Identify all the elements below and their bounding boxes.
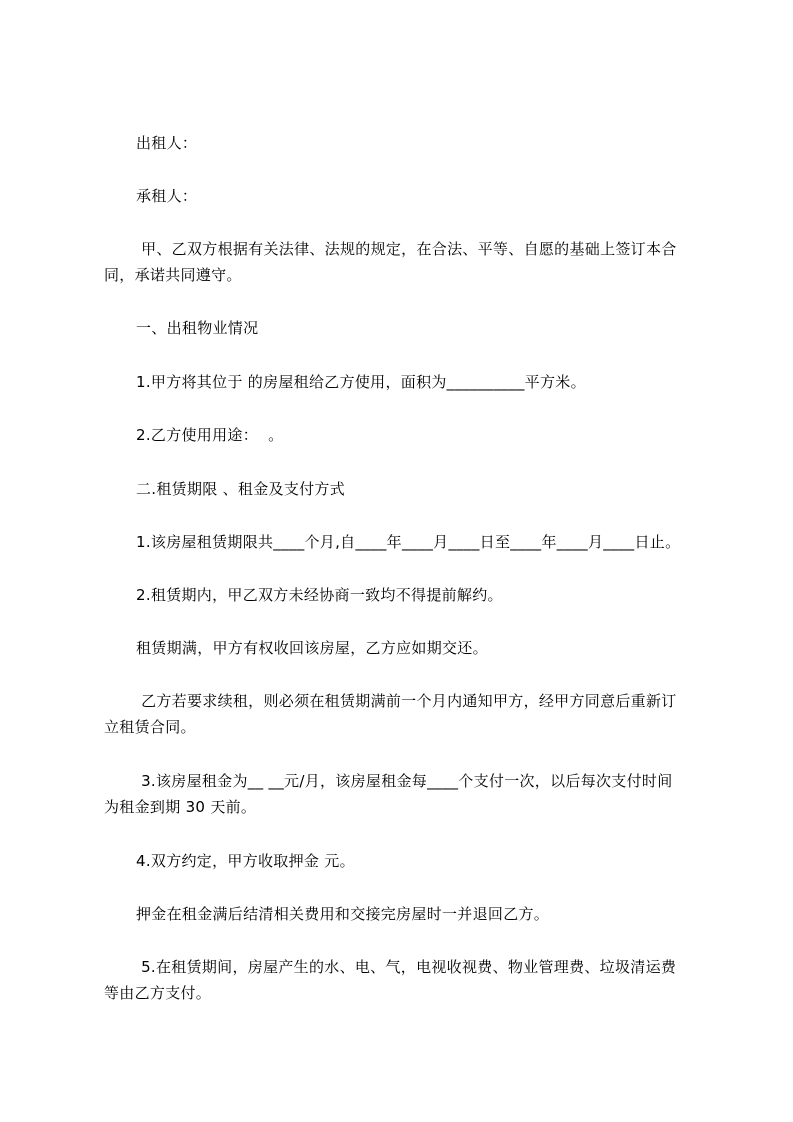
section-1-title: 一、出租物业情况 [136,319,259,337]
preamble-line-1: 甲、乙双方根据有关法律、法规的规定，在合法、平等、自愿的基础上签订本合 [136,240,677,258]
clause-2-3-line-2: 为租金到期 30 天前。 [104,798,257,816]
clause-2-2-renewal-line-2: 立租赁合同。 [104,718,196,736]
clause-2-2-expiry: 租赁期满，甲方有权收回该房屋，乙方应如期交还。 [136,639,488,657]
clause-2-4-deposit: 押金在租金满后结清相关费用和交接完房屋时一并退回乙方。 [136,905,550,923]
clause-2-3-line-1: 3.该房屋租金为__ __元/月，该房屋租金每____个支付一次，以后每次支付时间 [136,772,673,790]
section-2-title: 二.租赁期限 、租金及支付方式 [136,480,346,498]
preamble-line-2: 同，承诺共同遵守。 [104,266,242,284]
clause-2-5-line-2: 等由乙方支付。 [104,984,212,1002]
clause-2-1: 1.该房屋租赁期限共____个月,自____年____月____日至____年____月____日止。 [136,533,681,551]
clause-2-2: 2.租赁期内，甲乙双方未经协商一致均不得提前解约。 [136,586,503,604]
clause-2-4: 4.双方约定，甲方收取押金 元。 [136,852,355,870]
clause-1-1: 1.甲方将其位于 的房屋租给乙方使用，面积为__________平方米。 [136,373,586,391]
lessor-label: 出租人： [136,134,198,152]
clause-2-2-renewal-line-1: 乙方若要求续租，则必须在租赁期满前一个月内通知甲方，经甲方同意后重新订 [136,692,677,710]
clause-2-5-line-1: 5.在租赁期间，房屋产生的水、电、气，电视收视费、物业管理费、垃圾清运费 [136,958,677,976]
lessee-label: 承租人： [136,187,198,205]
clause-1-2: 2.乙方使用用途： 。 [136,426,284,444]
